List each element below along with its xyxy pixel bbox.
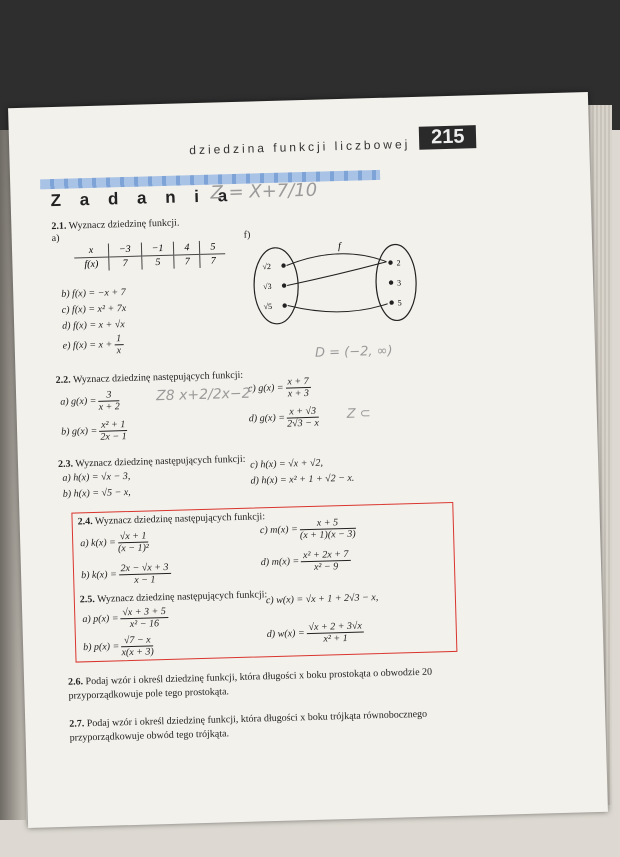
task-2-2-c: c) g(x) = $\frac{x + 7}{x + 3}$ bbox=[247, 375, 310, 400]
task-2-1-b: b) f(x) = −x + 7 bbox=[61, 287, 126, 300]
domain-label: √2 bbox=[262, 261, 272, 272]
task-2-7-line2: przyporządkowuje obwód tego trójkąta. bbox=[69, 728, 230, 744]
task-2-2-a: a) g(x) = $\frac{3}{x + 2}$ bbox=[60, 389, 120, 413]
page-number: 215 bbox=[419, 125, 477, 150]
handwritten-note: D = (−2, ∞) bbox=[314, 343, 393, 361]
handwritten-note: Z8 x+2/2x−2 bbox=[155, 385, 251, 405]
task-2-5-c: c) w(x) = √x + 1 + 2√3 − x, bbox=[265, 592, 379, 607]
task-2-4-b: b) k(x) = $\frac{2x - √x + 3}{x - 1}$ bbox=[81, 562, 173, 588]
task-2-5: 2.5. Wyznacz dziedzinę następujących funkcji: bbox=[79, 589, 268, 606]
handwritten-note: Z = X+7/10 bbox=[210, 179, 318, 204]
task-2-3-b: b) h(x) = √5 − x, bbox=[62, 486, 131, 500]
task-2-5-d: d) w(x) = $\frac{√x + 2 + 3√x}{\text{x² + 1}}$ bbox=[267, 620, 367, 646]
task-2-7: 2.7. Podaj wzór i określ dziedzinę funkcji, która długości x boku trójkąta równobocznego bbox=[69, 708, 428, 730]
textbook-page bbox=[8, 92, 608, 828]
task-2-6: 2.6. Podaj wzór i określ dziedzinę funkcji, która długości x boku prostokąta o obwodzie 20 bbox=[67, 666, 433, 688]
task-2-5-b: b) p(x) = $\frac{√7 - x}{x(x + 3)}$ bbox=[82, 634, 154, 659]
task-2-2-d: d) g(x) = $\frac{x + √3}{2√3 - x}$ bbox=[248, 405, 320, 430]
task-2-1-f-label: f) bbox=[243, 229, 251, 241]
mapping-diagram bbox=[250, 237, 432, 332]
task-2-4-c: c) m(x) = $\frac{x + 5}{(x + 1)(x - 3)}$ bbox=[259, 517, 356, 542]
task-2-1-c: c) f(x) = x² + 7x bbox=[61, 303, 127, 316]
domain-label: √3 bbox=[263, 281, 272, 292]
range-label: 3 bbox=[396, 278, 402, 288]
handwritten-note: Z ⊂ bbox=[346, 406, 371, 422]
section-title: Z a d a n i a bbox=[50, 185, 235, 211]
task-2-1: 2.1. Wyznacz dziedzinę funkcji. bbox=[51, 217, 180, 233]
task-2-4: 2.4. Wyznacz dziedzinę następujących funkcji: bbox=[77, 511, 266, 528]
task-2-1-d: d) f(x) = x + √x bbox=[62, 319, 125, 332]
range-label: 5 bbox=[397, 298, 402, 308]
task-2-4-d: d) m(x) = $\frac{\text{x² + 2x + 7}}{\text{x² − 9}}$ bbox=[261, 549, 353, 575]
function-table: x −3 −1 4 5 f(x) 7 5 7 7 bbox=[74, 240, 226, 271]
task-2-1-e: e) f(x) = x + $\frac{1}{x}$ bbox=[62, 333, 122, 357]
arrow-label: f bbox=[337, 241, 341, 253]
domain-label: √5 bbox=[263, 301, 273, 312]
task-2-5-a: a) p(x) = $\frac{√x + 3 + 5}{\text{x² − 16}}$ bbox=[82, 606, 170, 631]
task-2-6-line2: przyporządkowuje pole tego prostokąta. bbox=[68, 686, 230, 702]
task-2-2-b: b) g(x) = $\frac{\text{x² + 1}}{2x - 1}$ bbox=[60, 419, 127, 443]
range-label: 2 bbox=[396, 258, 401, 268]
task-2-1-a-label: a) bbox=[51, 232, 60, 245]
task-2-3-d: d) h(x) = x² + 1 + √2 − x. bbox=[250, 472, 355, 487]
task-2-2: 2.2. Wyznacz dziedzinę następujących funkcji: bbox=[55, 369, 244, 387]
running-header: dziedzina funkcji liczbowej bbox=[189, 137, 411, 158]
task-2-3: 2.3. Wyznacz dziedzinę następujących funkcji: bbox=[57, 453, 246, 470]
task-2-3-a: a) h(x) = √x − 3, bbox=[62, 470, 131, 484]
task-2-3-c: c) h(x) = √x + √2, bbox=[249, 457, 324, 471]
task-2-4-a: a) k(x) = $\frac{√x + 1}{\text{(x − 1)²}}$ bbox=[80, 530, 150, 555]
